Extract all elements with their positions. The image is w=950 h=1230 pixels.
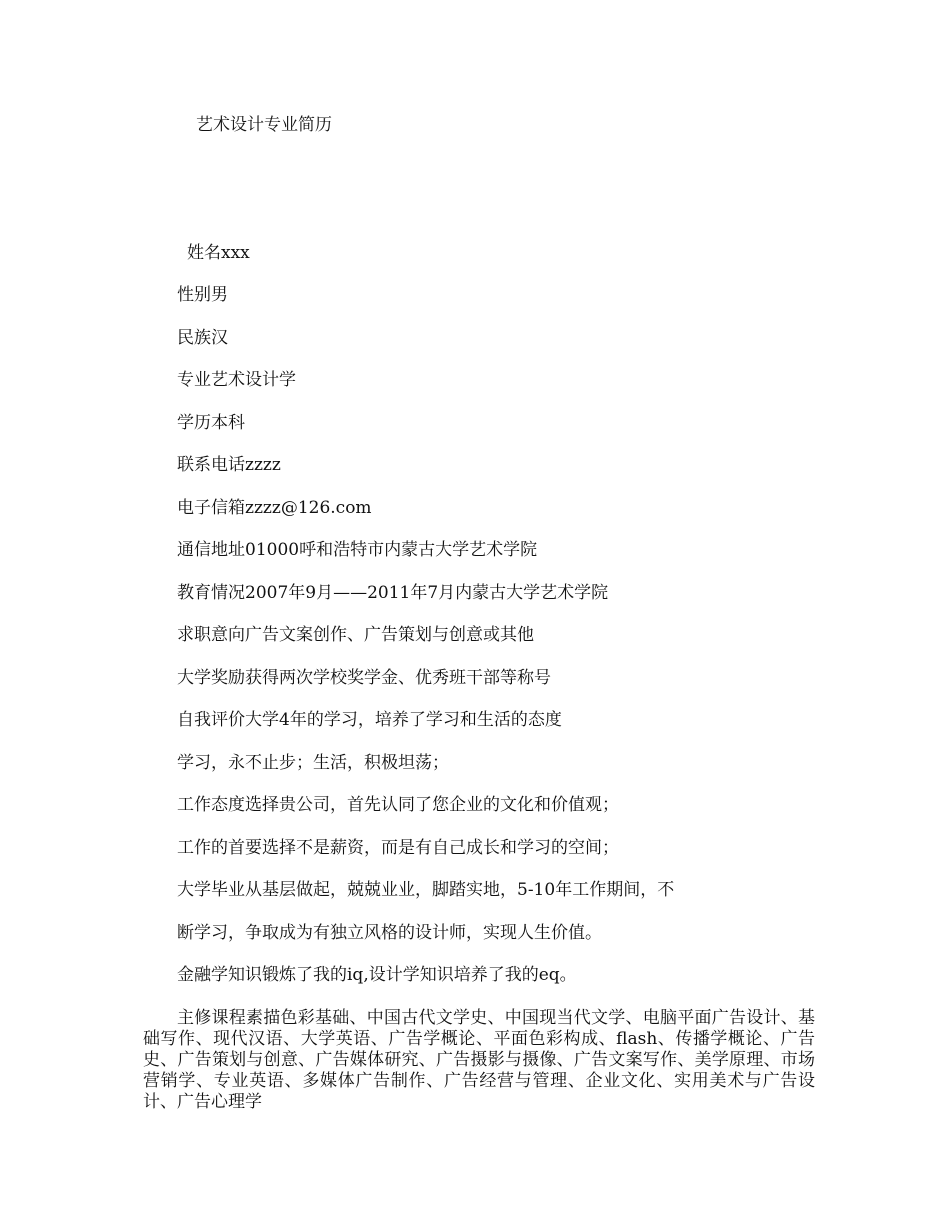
field-gender: 性别男 <box>177 285 228 305</box>
field-phone: 联系电话zzzz <box>177 455 281 475</box>
field-knowledge: 金融学知识锻炼了我的iq,设计学知识培养了我的eq。 <box>177 965 577 985</box>
field-education: 教育情况2007年9月——2011年7月内蒙古大学艺术学院 <box>177 583 609 603</box>
field-self-evaluation-line-2: 学习，永不止步；生活，积极坦荡； <box>177 753 449 773</box>
field-major: 专业艺术设计学 <box>177 370 296 390</box>
field-work-attitude-line-3: 大学毕业从基层做起，兢兢业业，脚踏实地，5-10年工作期间，不 <box>177 880 675 900</box>
resume-title: 艺术设计专业简历 <box>196 115 332 135</box>
field-name: 姓名xxx <box>187 243 250 263</box>
field-ethnicity: 民族汉 <box>177 328 228 348</box>
field-work-attitude: 工作态度选择贵公司，首先认同了您企业的文化和价值观； <box>177 795 619 815</box>
field-work-attitude-line-4: 断学习，争取成为有独立风格的设计师，实现人生价值。 <box>177 923 602 943</box>
field-email: 电子信箱zzzz@126.com <box>177 498 372 518</box>
field-address: 通信地址01000呼和浩特市内蒙古大学艺术学院 <box>177 540 538 560</box>
field-degree: 学历本科 <box>177 413 245 433</box>
field-awards: 大学奖励获得两次学校奖学金、优秀班干部等称号 <box>177 668 551 688</box>
field-work-attitude-line-2: 工作的首要选择不是薪资，而是有自己成长和学习的空间； <box>177 838 619 858</box>
field-job-intention: 求职意向广告文案创作、广告策划与创意或其他 <box>177 625 534 645</box>
field-self-evaluation: 自我评价大学4年的学习，培养了学习和生活的态度 <box>177 710 562 730</box>
field-courses: 主修课程素描色彩基础、中国古代文学史、中国现当代文学、电脑平面广告设计、基础写作、现代汉语、大学英语、广告学概论、平面色彩构成、flash、传播学概论、广告史、广告策划与创意、广告媒体研究、广告摄影与摄像、广告文案写作、美学原理、市场营销学、专业英语、多媒体广告制作、广告经营与管理、企业文化、实用美术与广告设计、广告心理学 <box>143 1008 815 1112</box>
